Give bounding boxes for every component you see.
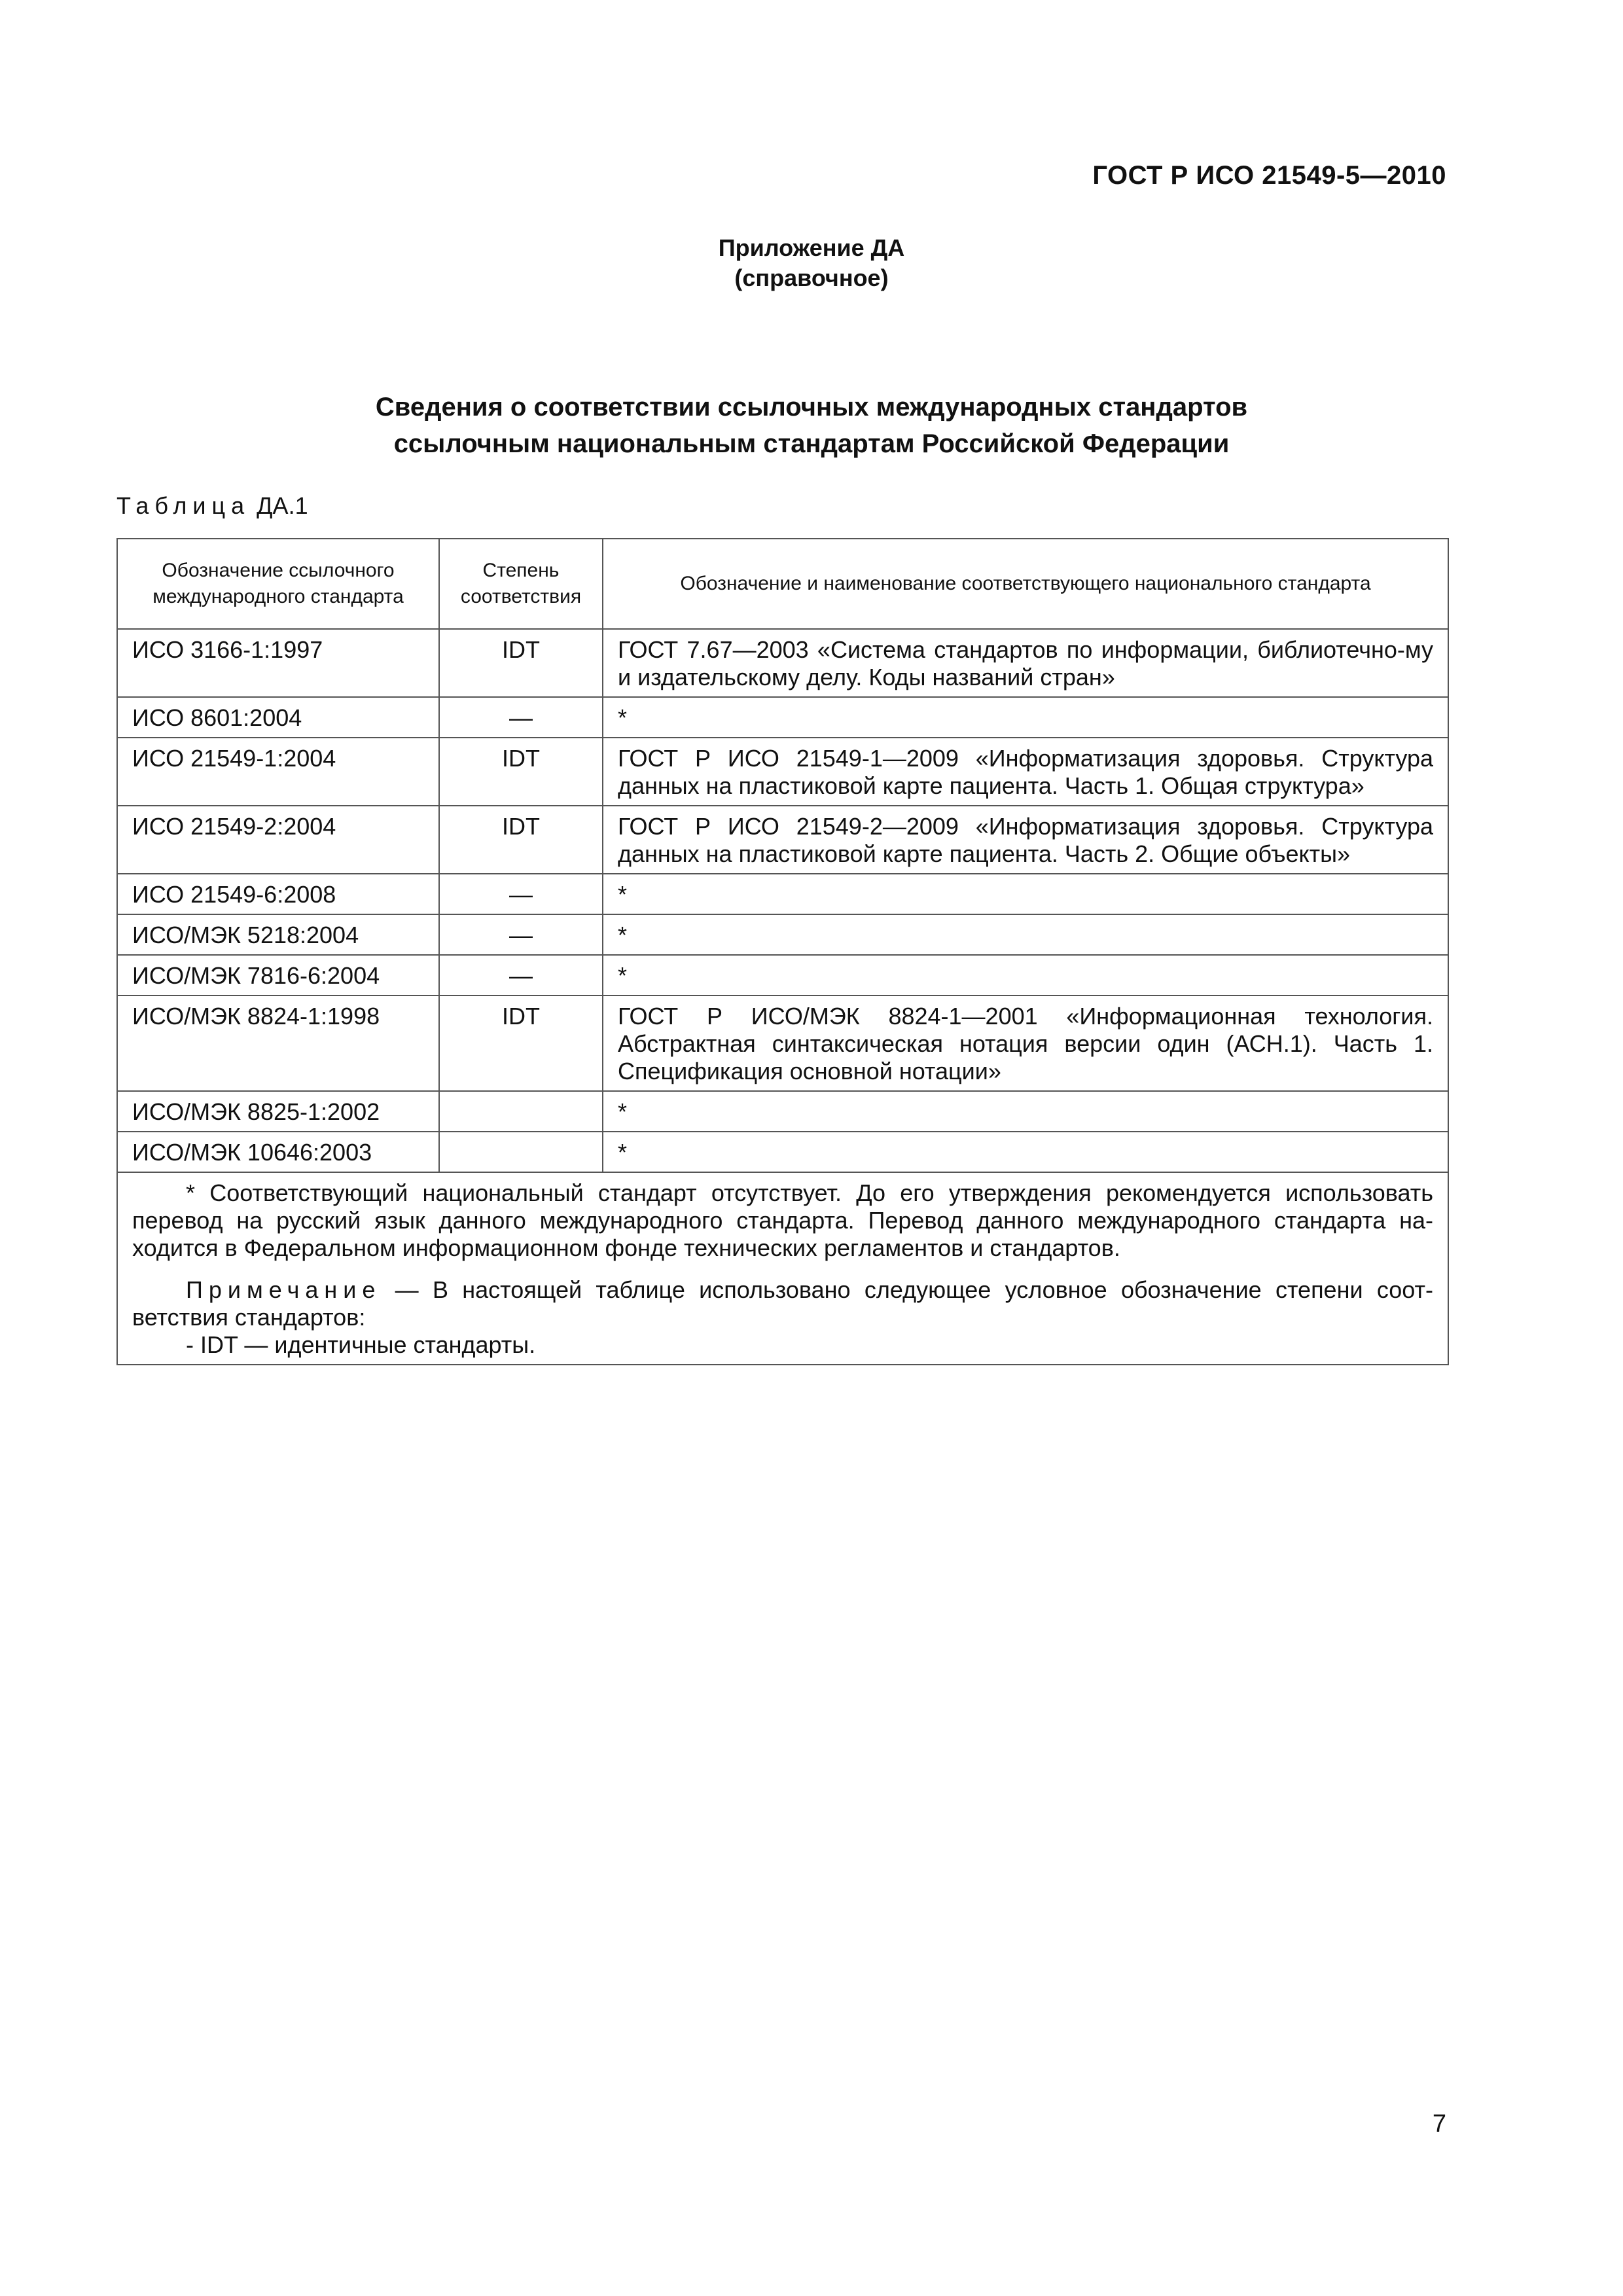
cell-intl-standard: ИСО/МЭК 8825-1:2002 xyxy=(117,1091,439,1132)
table-label xyxy=(116,492,308,520)
appendix-heading xyxy=(0,233,1623,293)
cell-degree: — xyxy=(439,914,603,955)
table-row xyxy=(117,806,1448,874)
cell-degree: — xyxy=(439,955,603,996)
table-row xyxy=(117,955,1448,996)
cell-intl-standard: ИСО/МЭК 10646:2003 xyxy=(117,1132,439,1172)
section-title-line-1: Сведения о соответствии ссылочных международных стандартов xyxy=(375,393,1248,422)
table-label-word: Таблица xyxy=(116,492,251,519)
cell-intl-standard: ИСО 21549-1:2004 xyxy=(117,738,439,806)
correspondence-table xyxy=(116,538,1449,1365)
cell-intl-standard: ИСО 21549-2:2004 xyxy=(117,806,439,874)
table-footnote-row xyxy=(117,1172,1448,1365)
section-title xyxy=(0,389,1623,462)
cell-degree: — xyxy=(439,874,603,914)
note-text: — В настоящей таблице использовано следующее условное обозначение степени соот-ветствия стандартов: xyxy=(132,1276,1433,1331)
cell-degree: IDT xyxy=(439,996,603,1091)
document-code: ГОСТ Р ИСО 21549-5—2010 xyxy=(1092,161,1446,190)
cell-national-standard: * xyxy=(603,697,1448,738)
table-footnote-cell xyxy=(117,1172,1448,1365)
table-row xyxy=(117,697,1448,738)
cell-intl-standard: ИСО/МЭК 5218:2004 xyxy=(117,914,439,955)
cell-degree xyxy=(439,1091,603,1132)
table-row xyxy=(117,874,1448,914)
cell-intl-standard: ИСО/МЭК 7816-6:2004 xyxy=(117,955,439,996)
cell-degree: IDT xyxy=(439,806,603,874)
cell-degree: IDT xyxy=(439,738,603,806)
table-row xyxy=(117,1132,1448,1172)
note-list-item: - IDT — идентичные стандарты. xyxy=(186,1331,536,1358)
table-row xyxy=(117,738,1448,806)
header-degree: Степень соответствия xyxy=(439,539,603,629)
table-header-row xyxy=(117,539,1448,629)
cell-national-standard: ГОСТ Р ИСО 21549-2—2009 «Информатизация здоровья. Структура данных на пластиковой карте пациента. Часть 2. Общие объекты» xyxy=(603,806,1448,874)
table-row xyxy=(117,914,1448,955)
cell-national-standard: ГОСТ Р ИСО/МЭК 8824-1—2001 «Информационная технология. Абстрактная синтаксическая нотация версии один (АСН.1). Часть 1. Спецификация основной нотации» xyxy=(603,996,1448,1091)
cell-national-standard: * xyxy=(603,955,1448,996)
cell-national-standard: ГОСТ Р ИСО 21549-1—2009 «Информатизация здоровья. Структура данных на пластиковой карте пациента. Часть 1. Общая структура» xyxy=(603,738,1448,806)
table-label-number: ДА.1 xyxy=(257,492,308,519)
cell-intl-standard: ИСО 3166-1:1997 xyxy=(117,629,439,697)
header-intl-standard: Обозначение ссылочного международного стандарта xyxy=(117,539,439,629)
cell-national-standard: * xyxy=(603,874,1448,914)
cell-intl-standard: ИСО 21549-6:2008 xyxy=(117,874,439,914)
section-title-line-2: ссылочным национальным стандартам Российской Федерации xyxy=(393,429,1230,458)
page-number: 7 xyxy=(1432,2110,1446,2138)
cell-national-standard: * xyxy=(603,914,1448,955)
cell-degree: IDT xyxy=(439,629,603,697)
cell-national-standard: * xyxy=(603,1091,1448,1132)
table-row xyxy=(117,996,1448,1091)
cell-national-standard: ГОСТ 7.67—2003 «Система стандартов по информации, библиотечно-му и издательскому делу. Коды названий стран» xyxy=(603,629,1448,697)
footnote-text: * Соответствующий национальный стандарт отсутствует. До его утверждения рекомендуется использовать перевод на русский язык данного международного стандарта. Перевод данного международного стандарта на-ходится в Федеральном информационном фонде технических регламентов и стандартов. xyxy=(132,1179,1433,1261)
appendix-subtitle: (справочное) xyxy=(734,264,889,291)
cell-intl-standard: ИСО/МЭК 8824-1:1998 xyxy=(117,996,439,1091)
table-row xyxy=(117,629,1448,697)
cell-degree xyxy=(439,1132,603,1172)
header-national-standard: Обозначение и наименование соответствующего национального стандарта xyxy=(603,539,1448,629)
cell-degree: — xyxy=(439,697,603,738)
cell-national-standard: * xyxy=(603,1132,1448,1172)
note-label: Примечание xyxy=(186,1276,382,1303)
note-paragraph xyxy=(132,1276,1433,1331)
appendix-title: Приложение ДА xyxy=(718,234,905,261)
table-row xyxy=(117,1091,1448,1132)
cell-intl-standard: ИСО 8601:2004 xyxy=(117,697,439,738)
